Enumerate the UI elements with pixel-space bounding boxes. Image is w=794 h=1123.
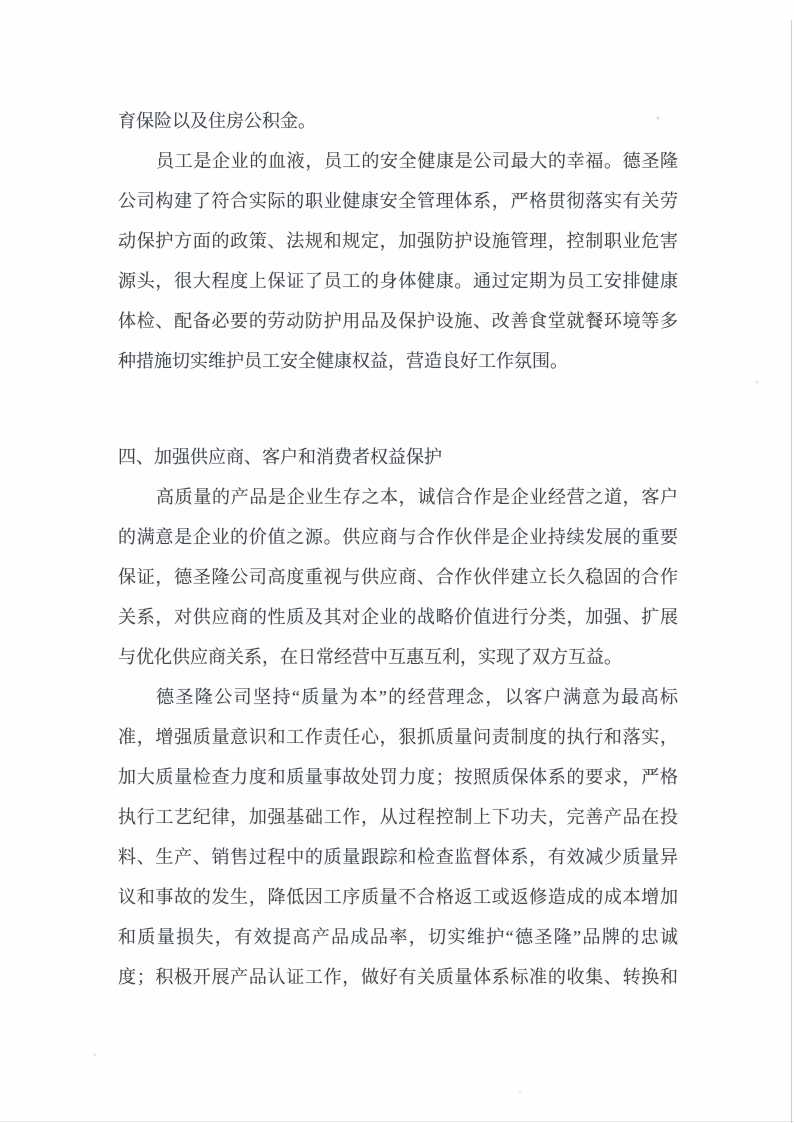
text-line: 源头，很大程度上保证了员工的身体健康。通过定期为员工安排健康	[118, 271, 678, 291]
text-line: 高质量的产品是企业生存之本，诚信合作是企业经营之道，客户	[156, 487, 678, 507]
scan-edge-artifact-right	[791, 20, 792, 1123]
text-line: 种措施切实维护员工安全健康权益，营造良好工作氛围。	[118, 351, 568, 371]
paragraph	[118, 141, 678, 381]
text-line: 关系，对供应商的性质及其对企业的战略价值进行分类，加强、扩展	[118, 607, 678, 627]
text-line: 度；积极开展产品认证工作，做好有关质量体系标准的收集、转换和	[118, 967, 678, 987]
text-line: 员工是企业的血液，员工的安全健康是公司最大的幸福。德圣隆	[156, 151, 678, 171]
text-line: 议和事故的发生，降低因工序质量不合格返工或返修造成的成本增加	[118, 887, 678, 907]
text-line: 动保护方面的政策、法规和规定，加强防护设施管理，控制职业危害	[118, 231, 678, 251]
text-line: 体检、配备必要的劳动防护用品及保护设施、改善食堂就餐环境等多	[118, 311, 678, 331]
text-line: 的满意是企业的价值之源。供应商与合作伙伴是企业持续发展的重要	[118, 527, 678, 547]
paragraph	[118, 477, 678, 677]
paragraph	[118, 101, 678, 141]
section-heading: 四、加强供应商、客户和消费者权益保护	[118, 447, 442, 467]
text-line: 料、生产、销售过程中的质量跟踪和检查监督体系，有效减少质量异	[118, 847, 678, 867]
text-line: 公司构建了符合实际的职业健康安全管理体系，严格贯彻落实有关劳	[118, 191, 678, 211]
text-line: 德圣隆公司坚持“质量为本”的经营理念，以客户满意为最高标	[156, 687, 678, 707]
scan-edge-artifact-bottom	[0, 1121, 794, 1122]
text-line: 和质量损失，有效提高产品成品率，切实维护“德圣隆”品牌的忠诚	[118, 927, 678, 947]
text-line: 执行工艺纪律，加强基础工作，从过程控制上下功夫，完善产品在投	[118, 807, 678, 827]
paragraph	[118, 677, 678, 997]
document-body	[118, 101, 678, 997]
text-line: 加大质量检查力度和质量事故处罚力度；按照质保体系的要求，严格	[118, 767, 678, 787]
text-line: 育保险以及住房公积金。	[118, 111, 316, 131]
text-line: 保证，德圣隆公司高度重视与供应商、合作伙伴建立长久稳固的合作	[118, 567, 678, 587]
text-line: 与优化供应商关系，在日常经营中互惠互利，实现了双方互益。	[118, 647, 622, 667]
text-line: 准，增强质量意识和工作责任心，狠抓质量问责制度的执行和落实，	[118, 727, 678, 747]
